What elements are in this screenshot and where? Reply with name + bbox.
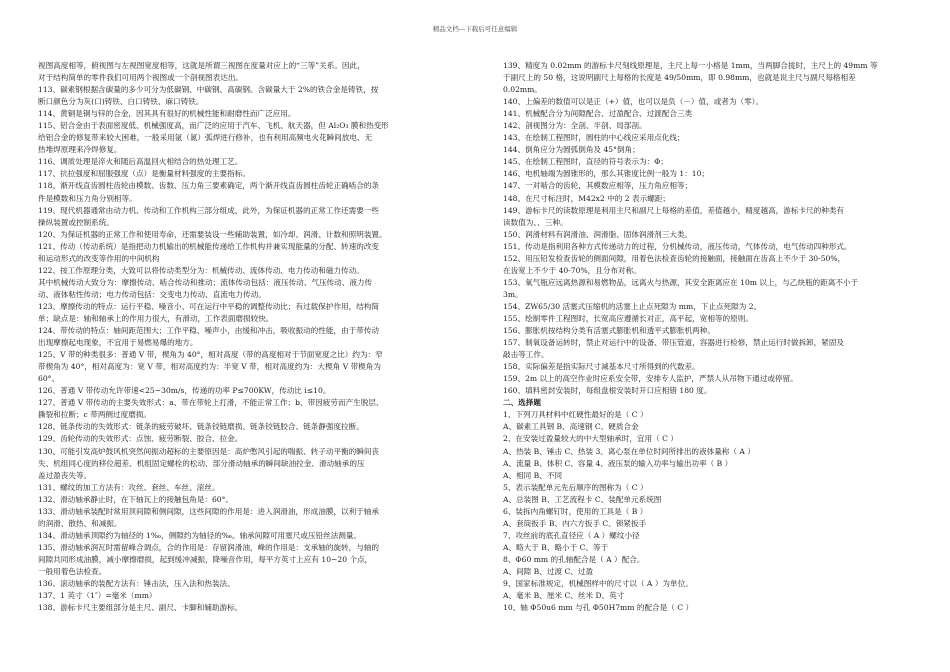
text-line: 8、Φ60 mm 的孔轴配合是（ A ）配合。 <box>503 554 645 564</box>
text-line: 143、在绘制工程图时，圆柱的中心线应采用点化线； <box>503 133 685 143</box>
text-line: 件是模数和压力角分别相等。 <box>38 193 137 203</box>
text-line: 153、氧气瓶应远离热源和易燃物品，远离火与热源，其安全距离应在 10m 以上，与乙炔瓶的距离不小于 <box>503 277 859 287</box>
text-line: 137、1 英寸（1″）=毫米（mm） <box>38 591 157 601</box>
text-line: 失、机组同心度的移位超差、机组固定螺栓的松动、部分滑动轴承的瞬间缺油拉金、滑动轴承的压 <box>38 458 365 468</box>
text-line: A、略大于 B、略小于 C、等于 <box>503 542 609 552</box>
text-line: 在齿宽上不少于 40-70%，且分布对称。 <box>503 265 641 275</box>
text-line: 1、下列刀具材料中红硬性最好的是（ C ） <box>503 410 648 420</box>
text-line: 128、链条传动的失效形式：链条的疲劳破坏、链条铰链磨损、链条铰链胶合、链条静强度拉断。 <box>38 422 364 432</box>
text-line: 151、传动是指利用各种方式传递动力的过程，分机械传动，液压传动，气体传动，电气传动四种形式。 <box>503 241 852 251</box>
text-line: 对于结构简单的零件我们可用两个视图或一个剖视图表达出。 <box>38 73 244 83</box>
text-line: 142、剖视图分为：全剖、半剖、局部剖。 <box>503 121 647 131</box>
text-line: 的润滑、散热、和减振。 <box>38 518 122 528</box>
text-line: 156、膨胀机按结构分类有活塞式膨胀机和透平式膨胀机两种。 <box>503 326 715 336</box>
text-line: A、间隙 B、过渡 C、过盈 <box>503 566 594 576</box>
text-line: 3m。 <box>503 289 523 299</box>
text-line: A、碳素工具钢 B、高速钢 C、硬质合金 <box>503 422 639 432</box>
left-column <box>38 60 463 614</box>
text-line: 154、ZW65/30 活塞式压缩机的活塞上止点死隙为 mm，下止点死隙为 2。 <box>503 301 762 311</box>
text-line: 119、现代机器通常由动力机、传动和工作机构三部分组成，此外，为保证机器的正常工作还需要一些 <box>38 205 380 215</box>
text-line: 撕裂和拉断；c 带两侧过度磨损。 <box>38 410 151 420</box>
text-line: 10、轴 Φ50u6 mm 与孔 Φ50H7mm 的配合是（ C ） <box>503 603 694 613</box>
text-line: 60°。 <box>38 374 60 384</box>
text-line: 117、抗拉强度和屈服强度（点）是衡量材料强度的主要指标。 <box>38 169 250 179</box>
text-line: 敲击等工作。 <box>503 350 549 360</box>
text-line: 9、国家标准规定，机械图样中的尺寸以（ A ）为单位。 <box>503 579 693 589</box>
text-line: 2、在安装过盈量较大的中大型轴承时，宜用（ C ） <box>503 434 678 444</box>
text-line: 122、按工作原理分类，大致可以将传动类型分为：机械传动、流体传动、电力传动和磁力传动。 <box>38 265 364 275</box>
text-line: 145、在绘制工程图时，直径的符号表示为：Φ； <box>503 157 668 167</box>
text-line: 0.02mm。 <box>503 85 542 95</box>
text-line: 146、电机轴端为圆锥形的，那么其锥度比例一般为 1：10； <box>503 169 710 179</box>
text-line: 间隙共同形成油膜，减小摩擦磨损，起到缓冲减振，降噪音作用，每平方英寸上应有 10~20 个点， <box>38 554 373 564</box>
text-line: 单；缺点是：轴和轴承上的作用力很大，有滑动，工作表面磨损较快。 <box>38 313 274 323</box>
text-line: A、流量 B、体积 C、容量 4、液压泵的输入功率与输出功率（ B ） <box>503 458 733 468</box>
text-line: 5、表示装配单元先后顺序的图称为（ C ） <box>503 482 648 492</box>
text-line: A、总装图 B、工艺流程卡 C、装配单元系统图 <box>503 494 662 504</box>
text-line: 141、机械配合分为间隙配合、过盈配合、过渡配合三类 <box>503 109 693 119</box>
text-line: 148、在尺寸标注时，M42x2 中的 2 表示螺距； <box>503 193 671 203</box>
text-line: 视图高度相等，俯视图与左视图宽度相等，这就是所谓三视图在度量对应上的“三等”关系。因此， <box>38 61 365 70</box>
text-line: 读数值为、、三种。 <box>503 217 568 227</box>
text-line: 125、V 带的种类很多：普通 V 带，楔角为 40°，相对高度（带的高度相对于节面宽度之比）约为：窄 <box>38 350 383 360</box>
text-line: 123、摩擦传动的特点：运行平稳、噪音小、可在运行中平稳的调整传动比；有过载保护作用，结构简 <box>38 301 380 311</box>
text-line: 130、可能引发高炉鼓风机突然间振动超标的主要原因是：高炉憋风引起的喘振、转子动平衡的瞬间丧 <box>38 446 380 456</box>
text-line: 147、一对啮合的齿轮，其模数应相等，压力角应相等； <box>503 181 693 191</box>
text-line: 断口颜色分为灰(口)铸铁、白口铸铁、麻口铸铁。 <box>38 97 204 107</box>
text-line: 一般用着色法检查。 <box>38 566 107 576</box>
text-line: 动、液体粘性传动；电力传动包括：交变电力传动、直流电力传动。 <box>38 289 266 299</box>
text-line: 盖过盈丧失等。 <box>38 470 92 480</box>
text-line: 136、滚动轴承的装配方法有：锤击法，压入法和热装法。 <box>38 579 235 589</box>
text-line: 132、滑动轴承静止时，在下轴瓦上的接触包角是：60°。 <box>38 494 234 504</box>
text-line: 114、黄铜是铜与锌的合金，因其具有很好的机械性能和耐磨性而广泛应用。 <box>38 109 296 119</box>
text-line: 157、制氧设备运转时，禁止对运行中的设备、带压管道，容器进行检修，禁止运行时做拆卸，紧固及 <box>503 338 845 348</box>
text-line: 149、游标卡尺的读数原理是利用主尺和副尺上每格的差值，差值越小，精度越高，游标卡尺的种类有 <box>503 205 845 215</box>
text-line: 134、滑动轴承顶隙约为轴径的 1‰，侧隙约为轴径的‰。轴承间隙可用塞尺或压铅丝法测量。 <box>38 530 362 540</box>
text-line: 158、实际偏差是指实际尺寸减基本尺寸所得到的代数差。 <box>503 362 700 372</box>
text-line: 6、装拆内角螺钉时，使用的工具是（ B ） <box>503 506 648 516</box>
text-line: 159、2m 以上的高空作业时应系安全带，安排专人监护，严禁人从吊物下通过或停留。 <box>503 374 798 384</box>
text-line: 138、游标卡尺主要组部分是主尺、副尺、卡脚和辅助游标。 <box>38 603 243 613</box>
text-line: 二、选择题 <box>503 398 541 408</box>
text-line: 160、填料密封安装时，每组盘根安装时开口应相错 180 度。 <box>503 386 712 396</box>
text-line: A、套筒扳手 B、内六方扳手 C、锁紧扳手 <box>503 518 647 528</box>
text-line: 121、传动（传动系统）是指把动力机输出的机械能传递给工作机构并兼实现能量的分配、转速的改变 <box>38 241 380 251</box>
right-column <box>503 60 915 614</box>
text-line: 其中机械传动大致分为：摩擦传动、啮合传动和推动；流体传动包括：液压传动、气压传动、液力传 <box>38 277 373 287</box>
text-line: 127、普通 V 带传动的主要失效形式：a、带在带轮上打滑，不能正常工作；b、带因疲劳而产生脱层、 <box>38 398 384 408</box>
text-line: 126、普通 V 带传动允许带速<25~30m/s，传递的功率 P≤700KW，传动比 i≤10。 <box>38 386 331 396</box>
text-line: 116、调质处理是淬火和随后高温回火相结合的热处理工艺。 <box>38 157 243 167</box>
text-line: 出现摩擦起电现象，不宜用于易燃易爆的地方。 <box>38 338 198 348</box>
text-line: A、毫米 B、厘米 C、丝米 D、英寸 <box>503 591 625 601</box>
page-header: 精品文档---下载后可任意编辑 <box>432 25 518 33</box>
text-line: 129、齿轮传动的失效形式：点蚀、疲劳断裂、胶合、拉金。 <box>38 434 243 444</box>
text-line: 热堆焊原理来冷焊修复。 <box>38 145 122 155</box>
text-line: 113、碳素钢根据含碳量的多少可分为低碳钢、中碳钢、高碳钢。含碳量大于 2%的铁合金是铸铁，按 <box>38 85 379 95</box>
text-line: 带楔角为 40°，相对高度为：宽 V 带，相对高度约为：半宽 V 带，相对高度约为：大楔角 V 带楔角为 <box>38 362 381 372</box>
text-line: 131、螺纹的加工方法有：攻丝、套丝、车丝、滚丝。 <box>38 482 220 492</box>
text-line: 139、精度为 0.02mm 的游标卡尺刻线原理是，主尺上每一小格是 1mm，当两脚合拢时，主尺上的 49mm 等 <box>503 61 878 70</box>
text-line: 155、绘制零件工程图时，长宽高应遵循长对正，高平起，宽相等的原则。 <box>503 313 753 323</box>
text-line: 7、攻丝前的底孔直径应（ A ）螺纹小径 <box>503 530 640 540</box>
text-line: 140、上偏差的数值可以是正（+）值，也可以是负（－）值，或者为（零）。 <box>503 97 764 107</box>
text-line: 操纵装置或控制系统。 <box>38 217 114 227</box>
text-line: A、相同 B、不同 <box>503 470 563 480</box>
text-line: 115、铝合金由于表面密度低、机械强度高，而广泛的应用于汽车、飞机、航天器，但 Al₂O₃ 膜和热变形 <box>38 121 389 131</box>
text-line: 于副尺上的 50 格，这说明副尺上每格的长度是 49/50mm，即 0.98mm，也就是说主尺与副尺每格相差 <box>503 73 856 83</box>
text-line: 135、滑动轴承润瓦时需留峰合调点，合的作用是：存留润滑油，峰的作用是：支承轴的旋转，与轴的 <box>38 542 380 552</box>
text-line: A、热装 B、锤击 C、热装 3、离心泵在单位时间所排出的液体量称（ A ） <box>503 446 755 456</box>
text-line: 124、带传动的特点：轴间距范围大；工作平稳、噪声小，由缓和冲击，吸收振动的性能，由于带传动 <box>38 326 380 336</box>
text-line: 120、为保证机器的正常工作和使用寿命，还需要装设一些辅助装置，如冷却、润滑、计数和照明装置。 <box>38 229 387 239</box>
text-line: 118、渐开线直齿圆柱齿轮由模数、齿数、压力角三要素确定，两个渐开线直齿圆柱齿轮正确啮合的条 <box>38 181 380 191</box>
text-line: 和运动形式的改变等作用的中间机构 <box>38 253 160 263</box>
text-line: 144、倒角应分为圆弧倒角及 45°倒角； <box>503 145 640 155</box>
text-line: 给铝合金的修复带来较大困难，一般采用氩（氮）弧焊进行修补，也有利用高频电火花瞬间放电、无 <box>38 133 373 143</box>
text-line: 150、润滑材料有润滑油、润滑脂、固体润滑剂三大类。 <box>503 229 693 239</box>
text-line: 133、滑动轴承装配时常用顶间隙和侧间隙，这些间隙的作用是：进入润滑油，形成油膜，以利于轴承 <box>38 506 380 516</box>
text-line: 152、用压铅发检查齿轮的侧面间隙，用着色法检查齿轮的接触面，接触面在齿高上不少于 30-50%， <box>503 253 846 263</box>
